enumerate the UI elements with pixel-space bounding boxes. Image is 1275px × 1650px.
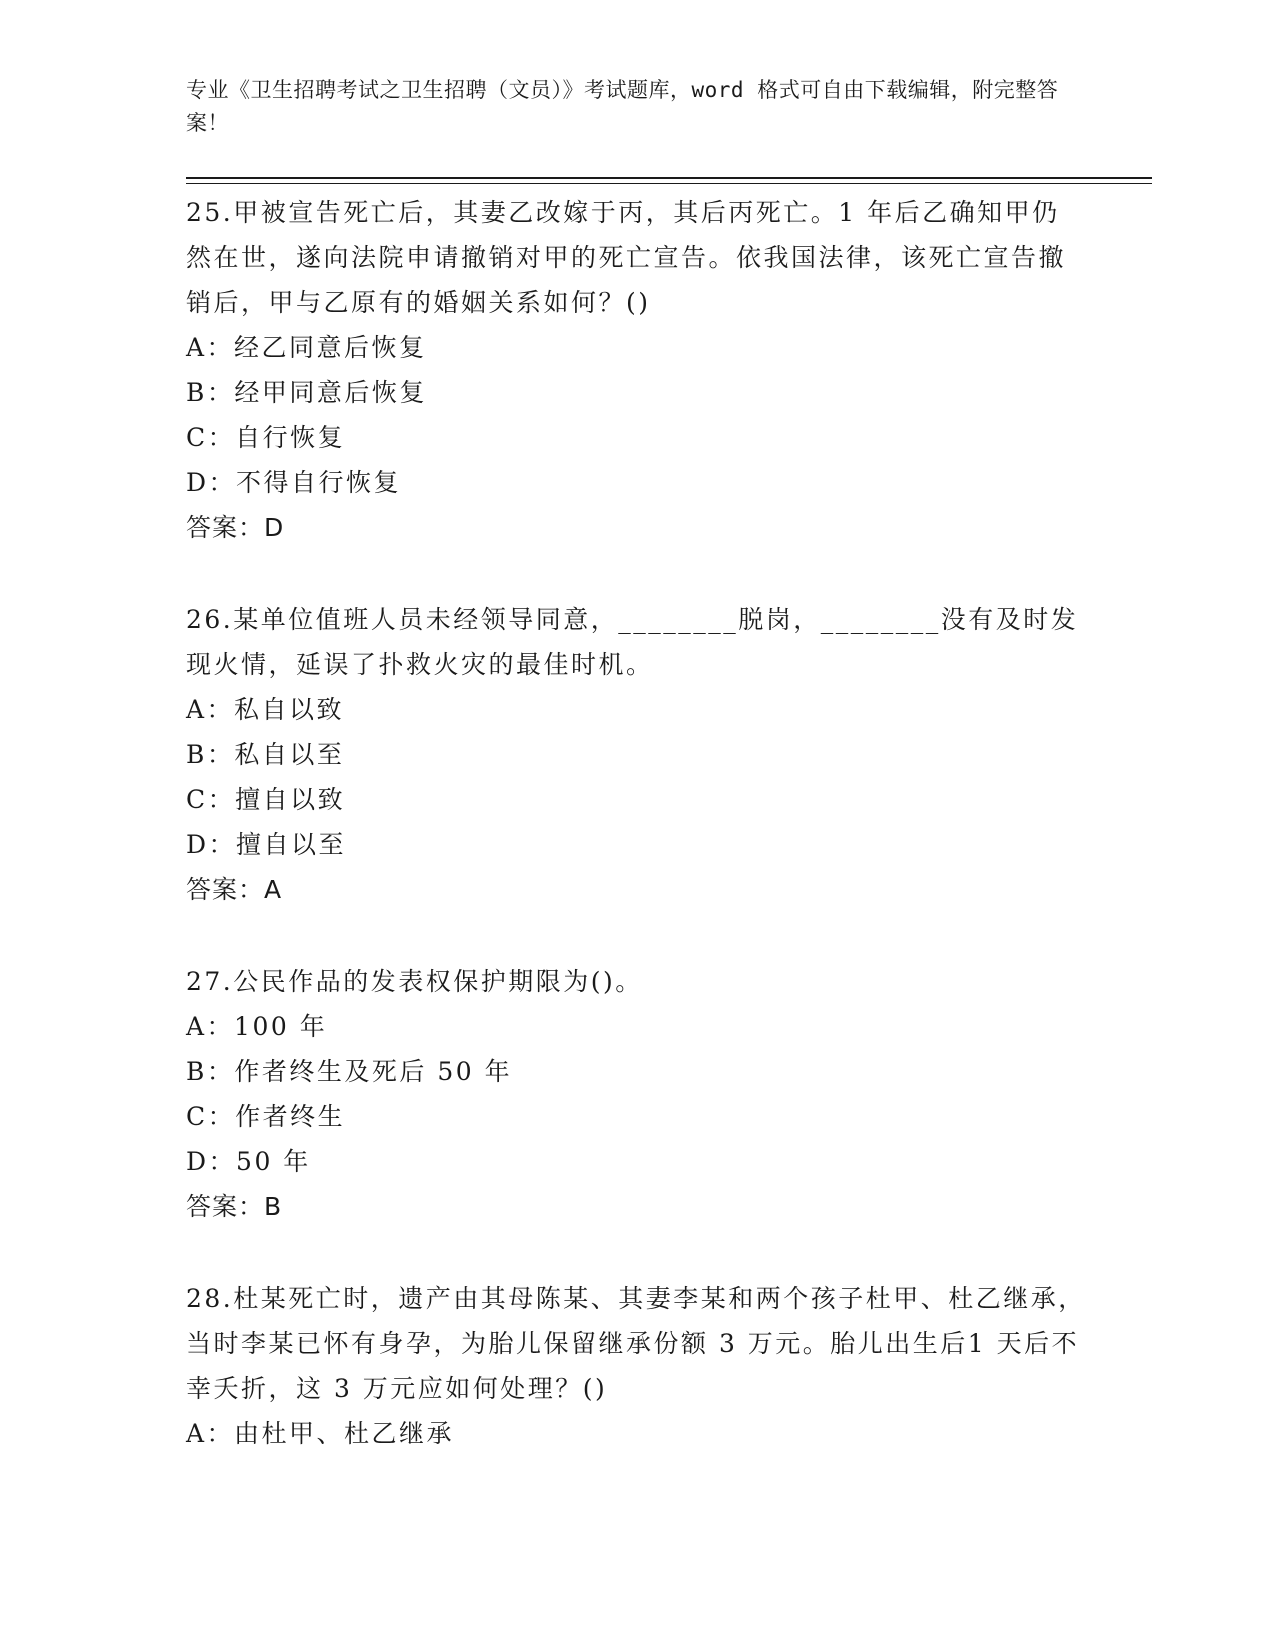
option-a: A：100 年 [186, 1012, 328, 1041]
option-c: C：作者终生 [186, 1102, 346, 1131]
option-d: D：50 年 [186, 1147, 311, 1176]
question-27 [186, 959, 1086, 1229]
option-d: D：擅自以至 [186, 830, 347, 859]
question-text: 28.杜某死亡时，遗产由其母陈某、其妻李某和两个孩子杜甲、杜乙继承，当时李某已怀有身孕，为胎儿保留继承份额 3 万元。胎儿出生后1 天后不幸夭折，这 3 万元应如何处理？() [186, 1284, 1086, 1403]
option-b: B：经甲同意后恢复 [186, 378, 427, 407]
header-divider-thick [186, 177, 1152, 179]
question-text: 26.某单位值班人员未经领导同意，________脱岗，________没有及时发现火情，延误了扑救火灾的最佳时机。 [186, 605, 1079, 679]
option-a: A：私自以致 [186, 695, 345, 724]
question-26 [186, 597, 1086, 912]
question-list [186, 190, 1086, 1503]
answer: 答案：D [186, 513, 285, 542]
answer: 答案：B [186, 1192, 283, 1221]
question-text: 27.公民作品的发表权保护期限为()。 [186, 967, 643, 996]
option-c: C：自行恢复 [186, 423, 346, 452]
option-d: D：不得自行恢复 [186, 468, 402, 497]
document-header: 专业《卫生招聘考试之卫生招聘（文员）》考试题库，word 格式可自由下载编辑，附完整答案！ [186, 78, 1059, 135]
header-divider-thin [186, 183, 1152, 184]
question-28 [186, 1276, 1086, 1456]
option-a: A：经乙同意后恢复 [186, 333, 427, 362]
option-b: B：作者终生及死后 50 年 [186, 1057, 513, 1086]
option-a: A：由杜甲、杜乙继承 [186, 1419, 455, 1448]
option-c: C：擅自以致 [186, 785, 346, 814]
option-b: B：私自以至 [186, 740, 345, 769]
question-25 [186, 190, 1086, 550]
question-text: 25.甲被宣告死亡后，其妻乙改嫁于丙，其后丙死亡。1 年后乙确知甲仍然在世，遂向法院申请撤销对甲的死亡宣告。依我国法律，该死亡宣告撤销后，甲与乙原有的婚姻关系如何？() [186, 198, 1067, 317]
answer: 答案：A [186, 875, 283, 904]
